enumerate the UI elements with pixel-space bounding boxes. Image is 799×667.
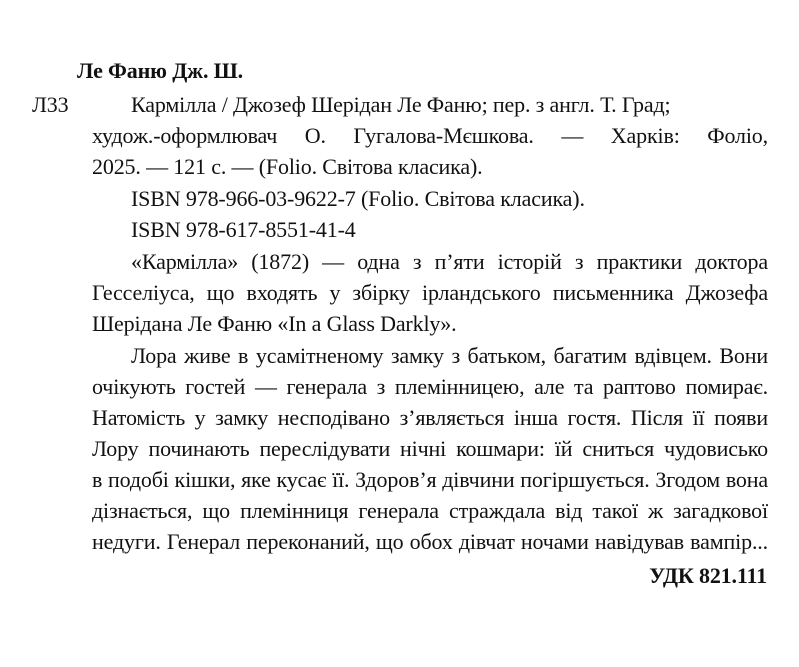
annotation-2-line-1: Лора живе в усамітненому замку з батьком, багатим вдівцем. Вони — [131, 343, 768, 368]
annotation-2-line-7: недуги. Генерал переконаний, що обох дівчат ночами навідував вампір... — [92, 529, 768, 554]
author-heading: Ле Фаню Дж. Ш. — [77, 58, 244, 83]
bibliographic-line-1: Кармілла / Джозеф Шерідан Ле Фаню; пер. з англ. Т. Град; — [131, 92, 671, 117]
annotation-2-line-6: дізнається, що племінниця генерала страждала від такої ж загадкової — [92, 498, 768, 523]
annotation-1-line-1: «Кармілла» (1872) — одна з п’яти історій з практики доктора — [131, 249, 768, 274]
annotation-2-line-5: в подобі кішки, яке кусає її. Здоров’я дівчини погіршується. Згодом вона — [92, 467, 768, 492]
annotation-1-line-3: Шерідана Ле Фаню «In a Glass Darkly». — [92, 311, 457, 336]
udc-code: УДК 821.111 — [649, 563, 767, 588]
annotation-2-line-3: Натомість у замку несподівано з’являється інша гостя. Після її появи — [92, 405, 768, 430]
annotation-1-line-2: Гесселіуса, що входять у збірку ірландського письменника Джозефа — [92, 280, 768, 305]
annotation-2-line-2: очікують гостей — генерала з племінницею, але та раптово помирає. — [92, 374, 768, 399]
bibliographic-line-2: худож.-оформлювач О. Гугалова-Мєшкова. — Харків: Фоліо, — [92, 123, 768, 148]
annotation-2-line-4: Лору починають переслідувати нічні кошмари: їй сниться чудовисько — [92, 436, 768, 461]
isbn-line-2: ISBN 978-617-8551-41-4 — [131, 217, 356, 242]
isbn-line-1: ISBN 978-966-03-9622-7 (Folio. Світова класика). — [131, 186, 585, 211]
bibliographic-line-3: 2025. — 121 с. — (Folio. Світова класика). — [92, 154, 483, 179]
call-mark: Л33 — [32, 92, 69, 117]
